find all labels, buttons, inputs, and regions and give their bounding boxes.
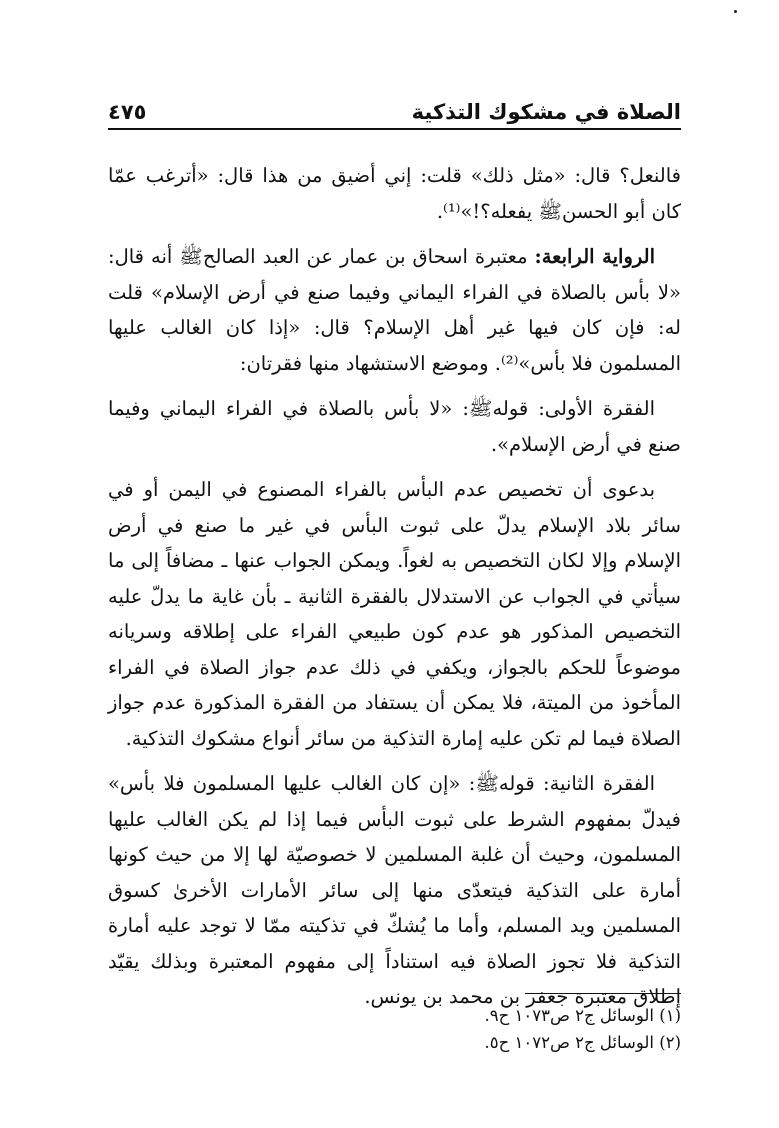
paragraph-2-lead: الرواية الرابعة: [534,245,655,268]
scan-speck [734,10,737,13]
footnote-2: (٢) الوسائل ج٢ ص١٠٧٢ ح٥. [484,1033,681,1052]
paragraph-3 [108,391,681,462]
paragraph-5-text: الفقرة الثانية: قولهﷺ: «إن كان الغالب عليها المسلمون فلا بأس» فيدلّ بمفهوم الشرط على ثبوت البأس فيما إذا لم يكن الغالب عليها المسلمون، وحيث أن غلبة المسلمين لا خصوصيّة لها إلا من حيث كونها أمارة على التذكية فيتعدّى منها إلى سائر الأمارات الأخرىٰ كسوق المسلمين ويد المسلم، وأما ما يُشكّ في تذكيته ممّا لا توجد عليه أمارة التذكية فلا تجوز الصلاة فيه استناداً إلى مفهوم المعتبرة وبذلك يقيّد إطلاق معتبرة جعفر بن محمد بن يونس. [108,772,681,1008]
main-text [108,158,681,1015]
paragraph-4-text: بدعوى أن تخصيص عدم البأس بالفراء المصنوع في اليمن أو في سائر بلاد الإسلام يدلّ على ثبوت البأس في غير ما صنع في أرض الإسلام وإلا لكان التخصيص به لغواً. ويمكن الجواب عنها ـ مضافاً إلى ما سيأتي في الجواب عن الاستدلال بالفقرة الثانية ـ بأن غاية ما يدلّ عليه التخصيص المذكور هو عدم كون طبيعي الفراء على إطلاقه وسريانه موضوعاً للحكم بالجواز، ويكفي في ذلك عدم جواز الصلاة في الفراء المأخوذ من الميتة، فلا يمكن أن يستفاد من الفقرة المذكورة عدم جواز الصلاة فيما لم تكن عليه إمارة التذكية من سائر أنواع مشكوك التذكية. [108,478,681,750]
page-header [108,84,681,130]
paragraph-1 [108,158,681,229]
page-number: ٤٧٥ [108,100,147,124]
paragraph-2 [108,239,681,381]
paragraph-2-text: معتبرة اسحاق بن عمار عن العبد الصالحﷺ أنه قال: «لا بأس بالصلاة في الفراء اليماني وفيما صنع في أرض الإسلام» قلت له: فإن كان فيها غير أهل الإسلام؟ قال: «إذا كان الغالب عليها المسلمون فلا بأس»⁽²⁾. وموضع الاستشهاد منها فقرتان: [108,245,681,375]
paragraph-4 [108,472,681,756]
footnote-divider [525,993,681,994]
paragraph-5 [108,766,681,1015]
footnote-1: (١) الوسائل ج٢ ص١٠٧٣ ح٩. [484,1006,681,1025]
running-title: الصلاة في مشكوك التذكية [411,100,681,124]
footnotes [108,1002,681,1056]
paragraph-3-text: الفقرة الأولى: قولهﷺ: «لا بأس بالصلاة في الفراء اليماني وفيما صنع في أرض الإسلام». [108,397,681,456]
paragraph-1-text: فالنعل؟ قال: «مثل ذلك» قلت: إني أضيق من هذا قال: «أترغب عمّا كان أبو الحسنﷺ يفعله؟!»⁽¹⁾. [108,164,681,223]
